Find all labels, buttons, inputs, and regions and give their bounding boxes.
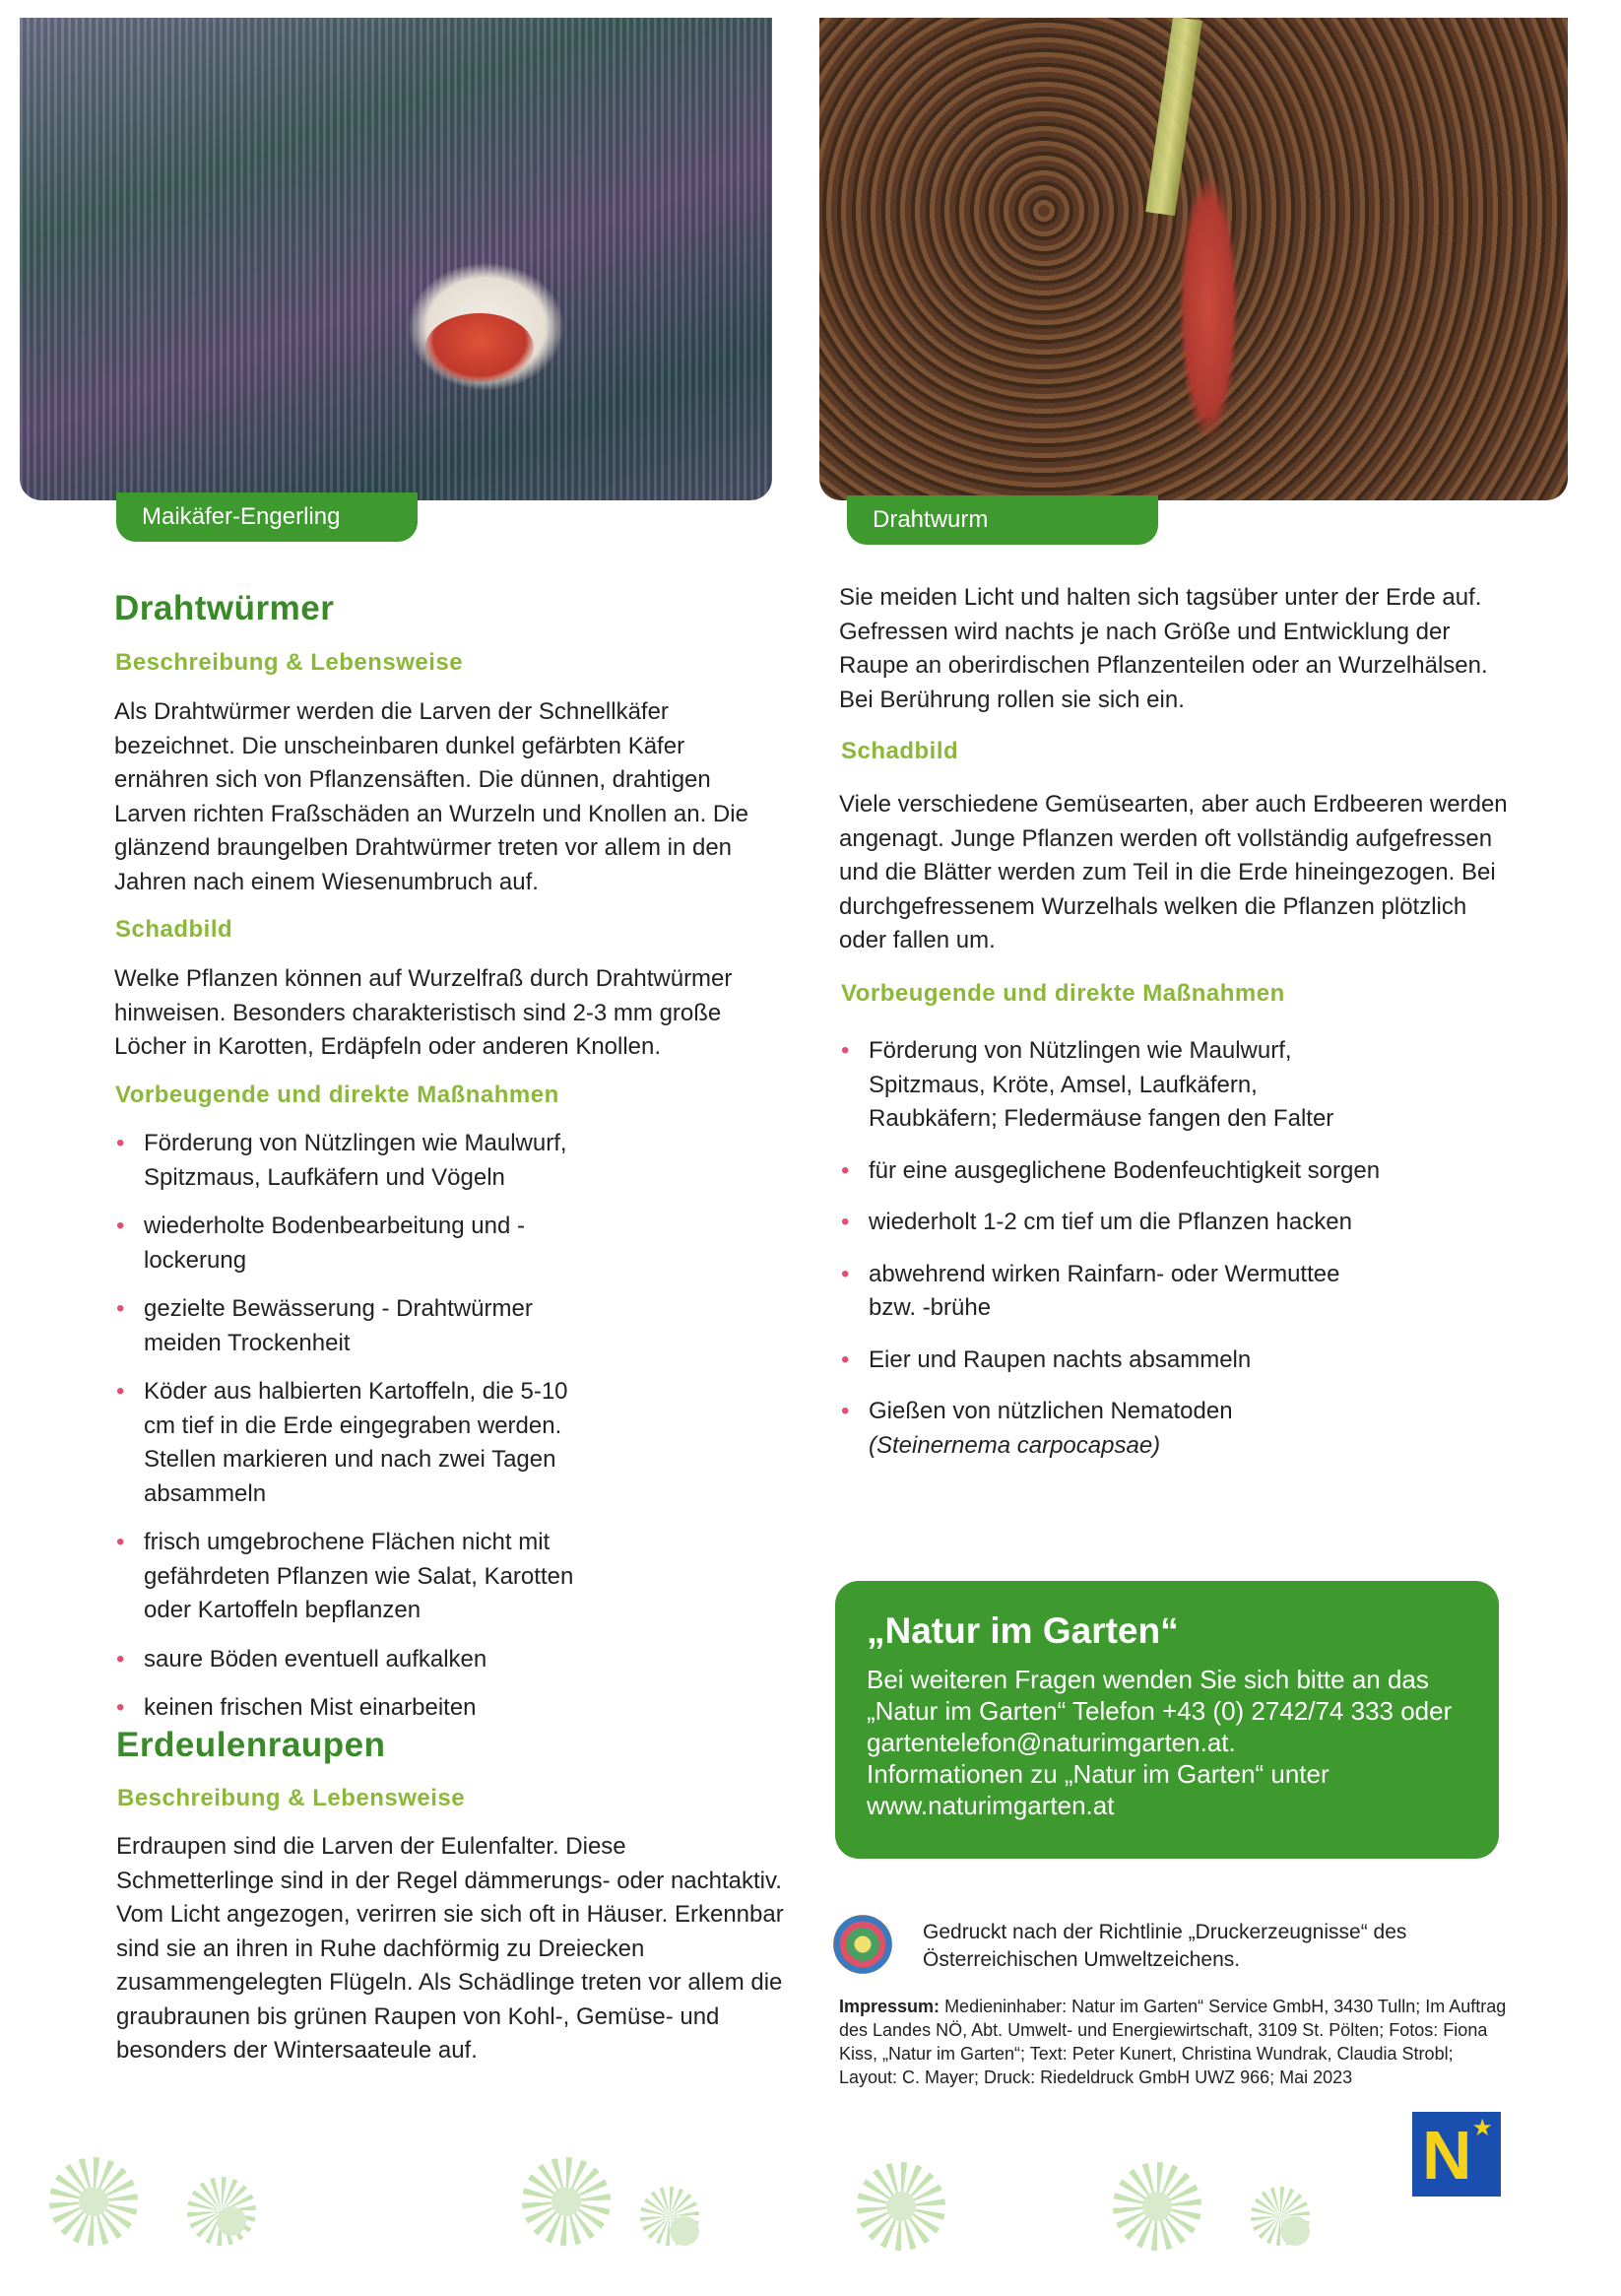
- natur-im-garten-infobox: [835, 1581, 1499, 1859]
- list-item: • abwehrend wirken Rainfarn- oder Wermuttee bzw. -brühe: [839, 1258, 1391, 1326]
- flower-icon: [187, 2177, 256, 2246]
- noe-logo: [1412, 2112, 1501, 2197]
- infobox-line: Bei weiteren Fragen wenden Sie sich bitte an das: [867, 1665, 1429, 1694]
- list-item: • wiederholt 1-2 cm tief um die Pflanzen hacken: [839, 1206, 1391, 1240]
- list-item-nematoden: [839, 1395, 1391, 1463]
- flower-icon: [857, 2162, 945, 2251]
- list-item: • Köder aus halbierten Kartoffeln, die 5-10 cm tief in die Erde eingegraben werden. Stellen markieren und nach zwei Tagen absammeln: [114, 1375, 577, 1511]
- infobox-line-email[interactable]: gartentelefon@naturimgarten.at.: [867, 1728, 1236, 1757]
- erdeulen-measures-list: [839, 1034, 1391, 1463]
- list-item: • wiederholte Bodenbearbeitung und - lockerung: [114, 1210, 577, 1278]
- section-title-erdeulenraupen: Erdeulenraupen: [116, 1726, 386, 1764]
- subheading-schadbild-2: Schadbild: [841, 738, 959, 764]
- erdeulen-schadbild: Viele verschiedene Gemüsearten, aber auch Erdbeeren werden angenagt. Junge Pflanzen werden oft vollständig aufgefressen und die Blätter werden zum Teil in die Erde hineingezogen. Bei durchgefressenem Wurzelhals welken die Pflanzen plötzlich oder fallen um.: [839, 791, 1508, 953]
- species-name: (Steinernema carpocapsae): [869, 1431, 1161, 1459]
- infobox-text: [867, 1664, 1467, 1821]
- impressum: [839, 1995, 1509, 2089]
- drahtwuermer-measures-list: [114, 1127, 577, 1726]
- impressum-label: Impressum:: [839, 1997, 940, 2016]
- subheading-massnahmen-2: Vorbeugende und direkte Maßnahmen: [841, 980, 1285, 1007]
- drahtwuermer-schadbild: Welke Pflanzen können auf Wurzelfraß durch Drahtwürmer hinweisen. Besonders charakteristisch sind 2-3 mm große Löcher in Karotten, Erdäpfeln oder anderen Knollen.: [114, 965, 733, 1060]
- erdeulen-description-continued: Sie meiden Licht und halten sich tagsüber unter der Erde auf. Gefressen wird nachts je nach Größe und Entwicklung der Raupe an oberirdischen Pflanzenteilen oder an Wurzelhälsen. Bei Berührung rollen sie sich ein.: [839, 584, 1488, 713]
- list-item: • keinen frischen Mist einarbeiten: [114, 1691, 577, 1726]
- list-item: • gezielte Bewässerung - Drahtwürmer meiden Trockenheit: [114, 1292, 577, 1360]
- photo-caption-right: Drahtwurm: [847, 495, 1158, 545]
- infobox-line: Informationen zu „Natur im Garten“ unter: [867, 1759, 1329, 1789]
- footer-flower-decoration: [10, 2118, 1611, 2275]
- eco-label-text: Gedruckt nach der Richtlinie „Druckerzeugnisse“ des Österreichischen Umweltzeichens.: [923, 1921, 1407, 1971]
- star-icon: ★: [1471, 2115, 1493, 2141]
- flower-icon: [522, 2157, 611, 2246]
- list-item: • für eine ausgeglichene Bodenfeuchtigkeit sorgen: [839, 1154, 1391, 1189]
- list-item: • Eier und Raupen nachts absammeln: [839, 1344, 1391, 1378]
- list-item: • saure Böden eventuell aufkalken: [114, 1643, 577, 1677]
- list-item: • frisch umgebrochene Flächen nicht mit gefährdeten Pflanzen wie Salat, Karotten oder Kartoffeln bepflanzen: [114, 1526, 577, 1628]
- subheading-beschreibung: Beschreibung & Lebensweise: [115, 649, 464, 676]
- infobox-line-phone[interactable]: „Natur im Garten“ Telefon +43 (0) 2742/74 333 oder: [867, 1696, 1453, 1726]
- infobox-link-website[interactable]: www.naturimgarten.at: [867, 1791, 1115, 1820]
- umweltzeichen-icon: [833, 1915, 892, 1974]
- flower-icon: [640, 2187, 699, 2246]
- erdeulen-description: Erdraupen sind die Larven der Eulenfalter. Diese Schmetterlinge sind in der Regel dämmerungs- oder nachtaktiv. Vom Licht angezogen, verirren sie sich oft in Häuser. Erkennbar sind sie an ihren in Ruhe dachförmig zu Dreiecken zusammengelegten Flügeln. Als Schädlinge treten vor allem die graubraunen bis grünen Raupen von Kohl-, Gemüse- und besonders der Wintersaateule auf.: [116, 1833, 784, 2064]
- photo-caption-left: Maikäfer-Engerling: [116, 492, 418, 542]
- logo-letter: N: [1422, 2117, 1472, 2194]
- list-item-text: Gießen von nützlichen Nematoden: [869, 1398, 1233, 1424]
- photo-maikaefer-engerling: [20, 18, 772, 500]
- flower-icon: [1251, 2187, 1310, 2246]
- subheading-beschreibung-2: Beschreibung & Lebensweise: [117, 1785, 466, 1811]
- flower-icon: [49, 2157, 138, 2246]
- list-item: • Förderung von Nützlingen wie Maulwurf, Spitzmaus, Kröte, Amsel, Laufkäfern, Raubkäfern; Fledermäuse fangen den Falter: [839, 1034, 1391, 1137]
- impressum-text: Medieninhaber: Natur im Garten“ Service GmbH, 3430 Tulln; Im Auftrag des Landes NÖ, Abt. Umwelt- und Energiewirtschaft, 3109 St. Pölten; Fotos: Fiona Kiss, „Natur im Garten“; Text: Peter Kunert, Christina Wundrak, Claudia Strobl; Layout: C. Mayer; Druck: Riedeldruck GmbH UWZ 966; Mai 2023: [839, 1997, 1507, 2087]
- drahtwuermer-description: Als Drahtwürmer werden die Larven der Schnellkäfer bezeichnet. Die unscheinbaren dunkel gefärbten Käfer ernähren sich von Pflanzensäften. Die dünnen, drahtigen Larven richten Fraßschäden an Wurzeln und Knollen an. Die glänzend braungelben Drahtwürmer treten vor allem in den Jahren nach einem Wiesenumbruch auf.: [114, 698, 748, 895]
- list-item: • Förderung von Nützlingen wie Maulwurf, Spitzmaus, Laufkäfern und Vögeln: [114, 1127, 577, 1195]
- photo-drahtwurm: [819, 18, 1568, 500]
- plant-stem-shape: [1145, 18, 1202, 216]
- flower-icon: [1113, 2162, 1201, 2251]
- subheading-massnahmen: Vorbeugende und direkte Maßnahmen: [115, 1082, 559, 1108]
- subheading-schadbild: Schadbild: [115, 916, 233, 943]
- grub-head-shape: [425, 313, 534, 382]
- section-title-drahtwuermer: Drahtwürmer: [114, 589, 335, 627]
- infobox-title: „Natur im Garten“: [867, 1610, 1179, 1651]
